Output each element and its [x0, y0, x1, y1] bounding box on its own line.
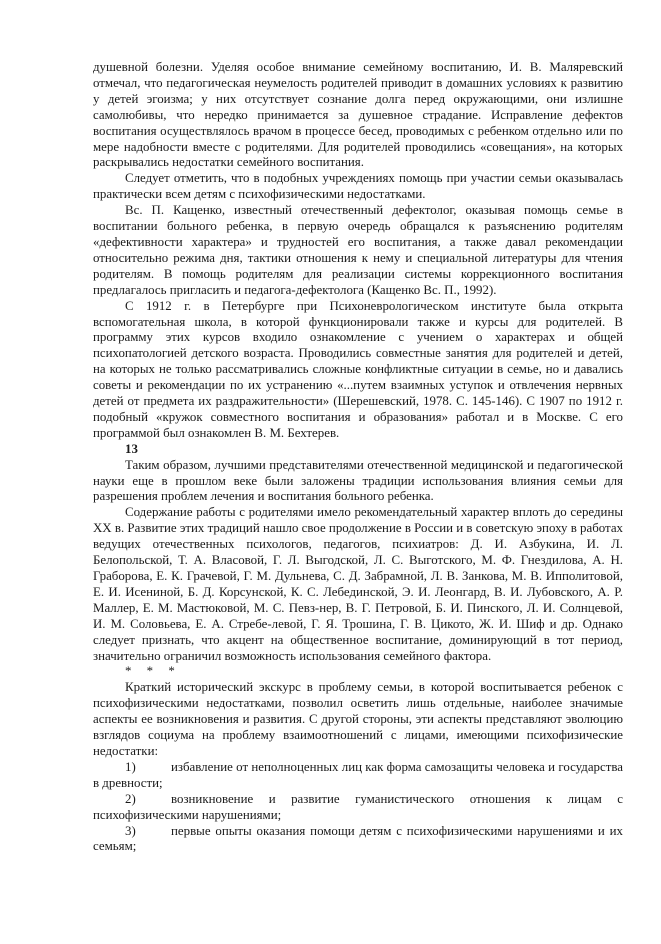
- list-item-3: [93, 824, 623, 856]
- paragraph-1: душевной болезни. Уделяя особое внимание семейному воспитанию, И. В. Маляревский отмечал, что педагогическая неумелость родителей приводит в домашних условиях к развитию у детей эгоизма; у них отсутствует сознание долга перед окружающими, они излишне самолюбивы, что нередко принимается за душевное страдание. Исправление дефектов воспитания осуществлялось врачом в процессе бесед, проводимых с ребенком отдельно или по мере надобности вместе с родителями. Для родителей проводились «совещания», на которых раскрывались недостатки семейного воспитания.: [93, 60, 623, 170]
- paragraph-4: С 1912 г. в Петербурге при Психоневрологическом институте была открыта вспомогательная школа, в которой функционировали также и курсы для родителей. В программу этих курсов входило ознакомление с учением о характерах и общей психопатологией детского возраста. Проводились совместные занятия для родителей и детей, на которых не только рассматривались сложные конфликтные ситуации в семье, но и давались советы и рекомендации по их устранению «...путем взаимных уступок и отвлечения нервных детей от предмета их раздражительности» (Шерешевский, 1978. С. 145-146). С 1907 по 1912 г. подобный «кружок совместного воспитания и образования» работал и в Москве. С его программой был ознакомлен В. М. Бехтерев.: [93, 298, 623, 440]
- section-separator: * * *: [125, 664, 181, 679]
- page-number: 13: [125, 441, 138, 456]
- list-item-number: 1): [125, 759, 136, 774]
- paragraph-3: Вс. П. Кащенко, известный отечественный дефектолог, оказывая помощь семье в воспитании больного ребенка, в первую очередь обращался к разъяснению родителям «дефективности характера» и трудностей его воспитания, а также давал рекомендации относительно режима дня, тактики отношения к нему и специальной литературы для чтения родителям. В помощь родителям для реализации системы коррекционного воспитания предлагалось пригласить и педагога-дефектолога (Кащенко Вс. П., 1992).: [93, 203, 623, 297]
- list-item-number: 2): [125, 791, 136, 806]
- list-item-number: 3): [125, 823, 136, 838]
- paragraph-2: Следует отметить, что в подобных учреждениях помощь при участии семьи оказывалась практически всем детям с психофизическими недостатками.: [93, 171, 623, 202]
- paragraph-7: Краткий исторический экскурс в проблему семьи, в которой воспитывается ребенок с психофизическими недостатками, позволил осветить лишь отдельные, наиболее значимые аспекты ее возникновения и развития. С другой стороны, эти аспекты представляют эволюцию взглядов социума на проблему взаимоотношений с лицами, имеющими психофизические недостатки:: [93, 680, 623, 758]
- list-item-text: избавление от неполноценных лиц как форма самозащиты человека и государства в древности;: [93, 759, 623, 790]
- paragraph-5: Таким образом, лучшими представителями отечественной медицинской и педагогической науки еще в прошлом веке были заложены традиции использования влияния семьи для разрешения проблем лечения и воспитания больного ребенка.: [93, 457, 623, 504]
- list-item-text: первые опыты оказания помощи детям с психофизическими нарушениями и их семьям;: [93, 823, 623, 854]
- document-page: [93, 60, 623, 855]
- list-item-text: возникновение и развитие гуманистического отношения к лицам с психофизическими нарушениями;: [93, 791, 623, 822]
- paragraph-6: Содержание работы с родителями имело рекомендательный характер вплоть до середины XX в. Развитие этих традиций нашло свое продолжение в России и в советскую эпоху в работах ведущих отечественных психологов, педагогов, психиатров: Д. И. Азбукина, И. Л. Белопольской, Т. А. Власовой, Г. Л. Выгодской, Л. С. Выготского, М. Ф. Гнездилова, А. Н. Граборова, Е. К. Грачевой, Г. М. Дульнева, С. Д. Забрамной, Л. В. Занкова, М. В. Ипполитовой, Е. И. Исениной, Б. Д. Корсунской, К. С. Лебединской, Э. И. Леонгард, В. И. Лубовского, А. Р. Маллер, Е. М. Мастюковой, М. С. Певз-нер, В. Г. Петровой, Б. И. Пинского, Л. И. Солнцевой, И. М. Соловьева, Е. А. Стребе-левой, Г. Я. Трошина, Г. В. Цикото, Ж. И. Шиф и др. Однако следует признать, что акцент на общественное воспитание, доминирующий в тот период, значительно ограничил возможность использования семейного фактора.: [93, 505, 623, 663]
- list-item-2: [93, 792, 623, 824]
- list-item-1: [93, 760, 623, 792]
